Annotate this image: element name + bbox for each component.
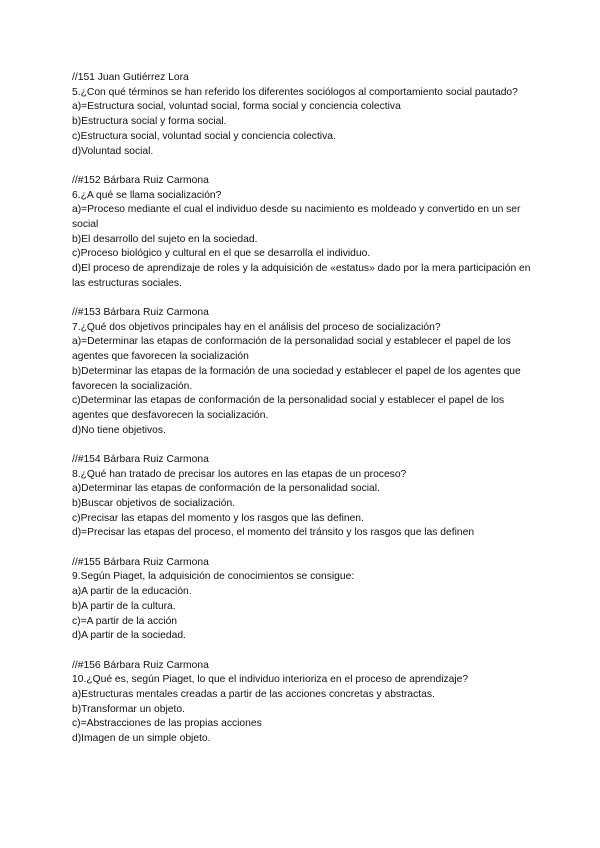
- question-block-155: [72, 556, 532, 644]
- question-header: //#154 Bárbara Ruiz Carmona: [72, 453, 209, 465]
- answer-option-c: c)=A partir de la acción: [72, 615, 178, 627]
- answer-option-d: d)No tiene objetivos.: [72, 424, 166, 436]
- question-text: 5.¿Con qué términos se han referido los diferentes sociólogos al comportamiento social pautado?: [72, 86, 518, 98]
- question-text: 7.¿Qué dos objetivos principales hay en el análisis del proceso de socialización?: [72, 321, 441, 333]
- answer-option-b: b)Determinar las etapas de la formación de una sociedad y establecer el papel de los agentes que favorecen la socialización.: [72, 365, 521, 392]
- answer-option-a: a)A partir de la educación.: [72, 586, 192, 598]
- answer-option-c: c)Proceso biológico y cultural en el que se desarrolla el individuo.: [72, 248, 371, 260]
- answer-option-d: d)A partir de la sociedad.: [72, 630, 186, 642]
- answer-option-b: b)A partir de la cultura.: [72, 600, 176, 612]
- question-block-156: [72, 659, 532, 747]
- answer-option-b: b)Transformar un objeto.: [72, 703, 185, 715]
- question-text: 10.¿Qué es, según Piaget, lo que el individuo interioriza en el proceso de aprendizaje?: [72, 674, 469, 686]
- answer-option-c: c)=Abstracciones de las propias acciones: [72, 718, 262, 730]
- question-header: //#153 Bárbara Ruiz Carmona: [72, 307, 209, 319]
- answer-option-a: a)Estructuras mentales creadas a partir de las acciones concretas y abstractas.: [72, 688, 435, 700]
- answer-option-c: c)Estructura social, voluntad social y conciencia colectiva.: [72, 130, 336, 142]
- question-block-152: [72, 174, 532, 292]
- answer-option-b: b)Buscar objetivos de socialización.: [72, 498, 236, 510]
- question-block-151: [72, 71, 532, 159]
- document-body: [72, 71, 532, 761]
- answer-option-c: c)Determinar las etapas de conformación de la personalidad social y establecer el papel de los agentes que desfavorecen la socialización.: [72, 395, 505, 421]
- answer-option-b: b)Estructura social y forma social.: [72, 116, 227, 128]
- answer-option-a: a)=Proceso mediante el cual el individuo desde su nacimiento es moldeado y convertido en un ser social: [72, 204, 521, 230]
- answer-option-a: a)=Determinar las etapas de conformación de la personalidad social y establecer el papel de los agentes que favorecen la socialización: [72, 336, 511, 363]
- question-block-153: [72, 306, 532, 438]
- question-header: //#152 Bárbara Ruiz Carmona: [72, 174, 209, 186]
- question-header: //151 Juan Gutiérrez Lora: [72, 72, 189, 83]
- answer-option-a: a)Determinar las etapas de conformación de la personalidad social.: [72, 483, 380, 495]
- answer-option-d: d)Imagen de un simple objeto.: [72, 733, 211, 745]
- question-header: //#155 Bárbara Ruiz Carmona: [72, 556, 209, 568]
- answer-option-d: d)Voluntad social.: [72, 145, 154, 157]
- answer-option-d: d)El proceso de aprendizaje de roles y la adquisición de «estatus» dado por la mera participación en las estructuras sociales.: [72, 263, 531, 289]
- question-text: 8.¿Qué han tratado de precisar los autores en las etapas de un proceso?: [72, 468, 407, 480]
- answer-option-d: d)=Precisar las etapas del proceso, el momento del tránsito y los rasgos que las definen: [72, 527, 475, 539]
- question-header: //#156 Bárbara Ruiz Carmona: [72, 659, 209, 671]
- answer-option-b: b)El desarrollo del sujeto en la sociedad.: [72, 233, 258, 245]
- question-text: 9.Según Piaget, la adquisición de conocimientos se consigue:: [72, 571, 355, 583]
- question-text: 6.¿A qué se llama socialización?: [72, 189, 222, 201]
- question-block-154: [72, 453, 532, 541]
- answer-option-c: c)Precisar las etapas del momento y los rasgos que las definen.: [72, 512, 364, 524]
- answer-option-a: a)=Estructura social, voluntad social, forma social y conciencia colectiva: [72, 101, 401, 113]
